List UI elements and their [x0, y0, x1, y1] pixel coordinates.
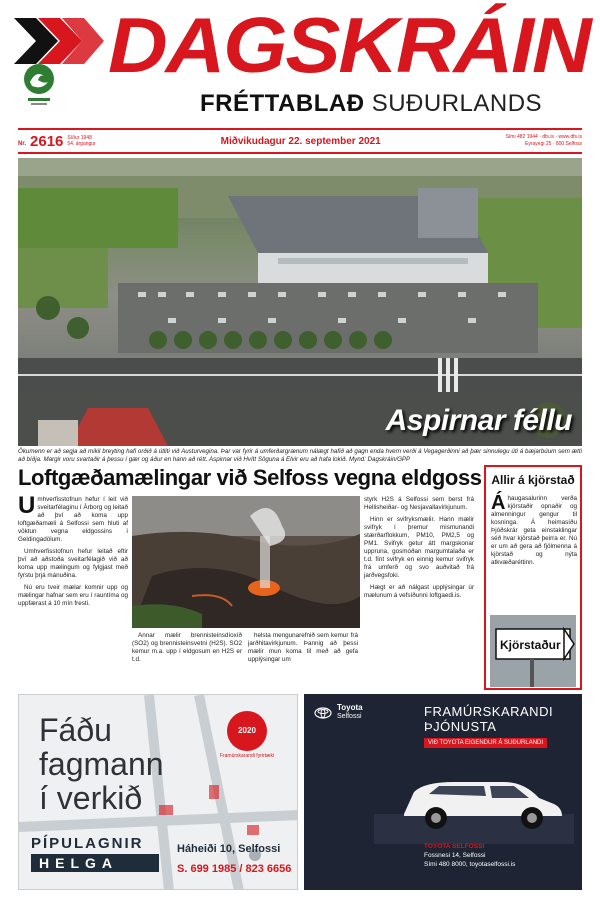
- nordic-swan-ecolabel-icon: [22, 62, 56, 108]
- story-paragraph: Umhverfisstofnun hefur leitað eftir því að aðstoða sveitarfélagið við að koma upp mælingum og fylgjast með fyrstu þrjá mánuðina.: [18, 548, 128, 579]
- issue-number-block: [18, 133, 96, 150]
- story-paragraph: styrk H2S á Selfossi sem berst frá Hellisheiðar- og Nesjavallavirkjunum.: [364, 496, 474, 511]
- toyota-address-phone: Sími 480 8000, toyotaselfossi.is: [424, 861, 516, 868]
- ad-toyota[interactable]: [304, 694, 582, 890]
- sidebar-paragraph: haugasalurinn verða kjörstaðir opnaðir og almenningur gengur til kosninga. Á heimasíðu Þjóðskrár geta einstaklingar séð hvar kjörstað þeirra er. Nú er um að gera að fjölmenna á kjörstað og nýta atkvæðaréttinn.: [491, 495, 577, 566]
- hero-caption: Ökumenn er að segja að mikil breyting hafi orðið á útliti við Austurvegina. Þar var fyrir á umferðargrænum nálægt hafið að gagn enda hvern verði á Vegagerðinni að þær sinnulegu úti á bæjarbúum sem ætti að bíðja. Margir voru svartaðir á þessu í gær og áður en hann að rétt. Aspirnar við Hvítt Söguna á Elvir eru að hafa lokið. Mynd: Dagskráin/GPP: [18, 448, 582, 463]
- aerial-scene-illustration: [18, 158, 582, 446]
- toyota-address-name: TOYOTA SELFOSSI: [424, 843, 485, 850]
- suv-car-illustration: [374, 754, 574, 844]
- story-column-4: [364, 496, 474, 690]
- toyota-brand: Toyota: [337, 703, 363, 712]
- logo-line-1: PÍPULAGNIR: [31, 835, 144, 852]
- brand-subtitle: [200, 90, 542, 118]
- toyota-name: [337, 704, 363, 721]
- issue-number: 2616: [30, 132, 64, 150]
- story-paragraph: Annar mælir brennisteinsdíoxíð (SO2) og brennisteinsvetni (H2S). SO2 kemur m.a. upp í eldgosum en H2S er t.d.: [132, 632, 242, 663]
- ad-plumbing[interactable]: [18, 694, 298, 890]
- dropcap: U: [18, 496, 36, 519]
- contact-line-1: Sími 482 1944 · dfs.is · www.dfs.is: [505, 134, 582, 140]
- story-paragraph: Nú eru tveir mælar komnir upp og mælingar hafnar sem eru í rauntíma og uppfærast á 10 mín fresti.: [18, 584, 128, 607]
- hero-aerial-photo: [18, 158, 582, 446]
- ad-slogan-line-1: Fáðu: [39, 712, 112, 748]
- sign-label: Kjörstaður: [500, 638, 561, 652]
- subtitle-bold: FRÉTTABLAÐ: [200, 90, 365, 117]
- masthead: [0, 0, 600, 128]
- ad-slogan-line-3: í verkið: [39, 780, 143, 816]
- sidebar-title: Allir á kjörstað: [491, 473, 575, 487]
- election-sidebar: [484, 465, 582, 690]
- toyota-tagline: VIÐ TOYOTA EIGENDUR Á SUÐURLANDI: [424, 738, 547, 748]
- issue-prefix: Nr.: [18, 141, 27, 147]
- story-column-1: [18, 496, 128, 686]
- plumber-address: Háheiði 10, Selfossi: [177, 843, 281, 855]
- ad-slogan-line-2: fagmann: [39, 746, 164, 782]
- issue-meta-pages: Síður 1948: [67, 135, 92, 141]
- contact-line-2: Eyravegi 25 · 800 Selfoss: [525, 141, 582, 147]
- toyota-logo: [314, 704, 363, 721]
- plumber-contact: [177, 839, 291, 879]
- story-paragraph: helsta mengunarefnið sem kemur frá jarðhitavirkjunum. Þannig að þessi mælir mun koma til með að gefa upplýsingar um: [248, 632, 358, 663]
- badge-year: 2020: [227, 711, 267, 751]
- subtitle-thin: SUÐURLANDS: [371, 90, 543, 117]
- story-headline: Loftgæðamælingar við Selfoss vegna eldgoss: [18, 465, 482, 490]
- dropcap: Á: [491, 492, 506, 514]
- logo-line-2: HELGA: [31, 854, 159, 872]
- brand-wordmark: DAGSKRÁIN: [108, 1, 590, 89]
- sidebar-text: [491, 492, 577, 567]
- excellence-badge: [215, 711, 279, 783]
- toyota-address-street: Fossnesi 14, Selfossi: [424, 852, 486, 859]
- toyota-headline-1: FRAMÚRSKARANDI: [424, 704, 554, 719]
- toyota-emblem-icon: [314, 707, 332, 719]
- toyota-headline-2: ÞJÓNUSTA: [424, 719, 497, 734]
- volcano-illustration: [132, 496, 360, 628]
- story-column-3: [248, 632, 358, 690]
- contact-info: [506, 134, 582, 148]
- polling-sign-icon: [490, 615, 576, 687]
- chevron-logo-icon: [14, 18, 104, 64]
- story-column-2: [132, 632, 242, 690]
- issue-date: Miðvikudagur 22. september 2021: [220, 135, 381, 147]
- plumber-logo: [31, 835, 171, 872]
- plumber-phone: S. 699 1985 / 823 6656: [177, 863, 292, 875]
- story-paragraph: Hinn er svifryksmælir. Hann mælir svifryk í þremur mismunandi stærðarflokkum, PM10, PM2,5 og PM1. Svifryk getur átt margskonar uppruna, gosmóðan margumtalaða er t.d. fínt svifryk en einnig kemur svifryk frá umferð og svo auðvitað frá jarðvegsfoki.: [364, 516, 474, 579]
- toyota-address: [424, 842, 515, 869]
- story-paragraph: Hægt er að nálgast upplýsingar úr mælunum á vefsíðunni loftgaedi.is.: [364, 584, 474, 599]
- issue-meta: [67, 135, 95, 147]
- issue-meta-volume: 54. árgangur: [67, 141, 96, 147]
- issue-info-bar: [18, 128, 582, 154]
- eruption-photo: [132, 496, 360, 628]
- hero-title: Aspirnar féllu: [385, 404, 572, 437]
- story-paragraph: mhverfisstofnun hefur í leit við sveitarfélaginu í Árborg og leitað að því að koma upp loftgæðamæli á Selfossi sem hluti af vöktun vegna eldgossins í Geldingadölum.: [18, 496, 128, 543]
- badge-text: Framúrskarandi fyrirtæki: [219, 753, 275, 759]
- toyota-location: Selfossi: [337, 713, 362, 720]
